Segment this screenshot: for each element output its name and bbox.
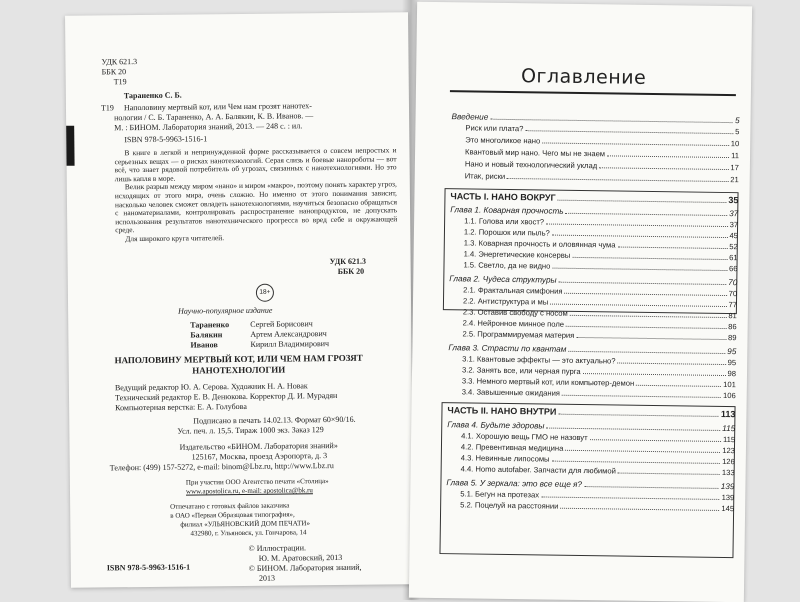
toc-chapter: Глава 2. Чудеса структуры 70 <box>449 274 738 288</box>
book-title-line-1: НАПОЛОВИНУ МЕРТВЫЙ КОТ, ИЛИ ЧЕМ НАМ ГРОЗЯТ <box>114 352 363 366</box>
toc-entry: 5.1. Бегун на протезах 139 <box>460 489 735 503</box>
left-page-imprint <box>65 12 414 588</box>
print-info-2: Усл. печ. л. 15,5. Тираж 1000 экз. Заказ 129 <box>177 425 324 436</box>
biblio-line-3: М. : БИНОМ. Лаборатория знаний, 2013. — 248 с. : ил. <box>114 121 303 133</box>
biblio-line-2: нологии / С. Б. Тараненко, А. А. Балякин, К. В. Иванов. — <box>114 111 314 123</box>
author-2-surname: Балякин <box>190 330 223 340</box>
agency-line-2: www.apostolica.ru, e-mail: apostolica@bk.ru <box>185 486 313 496</box>
udk-code-2: УДК 621.3 <box>329 256 367 267</box>
toc-entry: 2.3. Оставив свободу с носом 81 <box>462 307 737 321</box>
bbk-code: ББК 20 <box>101 67 127 77</box>
toc-entry: 4.1. Хорошую вещь ГМО не назовут 115 <box>461 431 736 445</box>
editor-line-2: Технический редактор Е. В. Денюкова. Корректор Д. И. Мурадян <box>114 390 338 403</box>
toc-entry: 3.3. Немного мертвый кот, или компьютер-демон 101 <box>461 376 736 390</box>
author-1-name: Сергей Борисович <box>250 319 313 329</box>
toc-entry: 2.5. Программируемая материя 89 <box>462 329 737 343</box>
toc-entry: Введение 5 <box>451 112 740 126</box>
isbn-top: ISBN 978-5-9963-1516-1 <box>124 134 208 145</box>
publisher-address: 125167, Москва, проезд Аэропорта, д. 3 <box>191 451 328 462</box>
agency-line-1: При участии ООО Агентство печати «Столица» <box>185 477 329 487</box>
author-2-name: Артем Александрович <box>250 329 327 339</box>
copyright-4: 2013 <box>258 573 275 583</box>
edition-type: Научно-популярное издание <box>178 305 273 316</box>
author-1-surname: Тараненко <box>190 320 230 330</box>
toc-entry: 2.2. Антиструктура и мы 77 <box>462 296 738 310</box>
editor-line-3: Компьютерная верстка: Е. А. Голубова <box>115 401 247 413</box>
printer-line-4: 432980, г. Ульяновск, ул. Гончарова, 14 <box>190 528 307 538</box>
right-page-contents <box>409 2 752 602</box>
toc-title: Оглавление <box>520 65 647 89</box>
print-info-1: Подписано в печать 14.02.13. Формат 60×90/16. <box>193 414 356 426</box>
toc-entry: 3.4. Завышенные ожидания 106 <box>461 387 736 401</box>
printer-line-2: в ОАО «Первая Образцовая типография», <box>170 510 295 520</box>
printer-line-3: филиал «УЛЬЯНОВСКИЙ ДОМ ПЕЧАТИ» <box>180 519 310 529</box>
book-title-line-2: НАНОТЕХНОЛОГИИ <box>192 364 286 376</box>
toc-chapter: Глава 4. Будьте здоровы 115 <box>447 420 736 434</box>
publisher-name: Издательство «БИНОМ. Лаборатория знаний» <box>179 440 338 452</box>
toc-entry: 5.2. Поцелуй на расстоянии 145 <box>460 500 735 514</box>
toc-chapter: Глава 1. Коварная прочность 37 <box>450 205 739 219</box>
toc-entry: 2.4. Нейронное минное поле 86 <box>462 318 737 332</box>
printer-line-1: Отпечатано с готовых файлов заказчика <box>170 501 290 511</box>
annotation-para-1: В книге в легкой и непринужденной форме рассказывается о совсем непростых и серьезных вещах — о рисках нанотехнологий. Серая слизь и боевые нанороботы — вот всё, что знает рядовой потребитель об угрозах, связанных с нанотехнологиями. Но это лишь капля в море. <box>114 145 397 184</box>
toc-entry: 2.1. Фрактальная симфония 70 <box>463 285 738 299</box>
toc-entry: Это многоликое нано 10 <box>465 135 740 149</box>
author-3-name: Кирилл Владимирович <box>250 339 330 349</box>
toc-entry: 1.3. Коварная прочность и оловянная чума 52 <box>463 238 738 252</box>
toc-entry: 1.2. Порошок или пыль? 45 <box>463 227 739 241</box>
bbk-code-2: ББК 20 <box>337 266 365 276</box>
toc-entry: 1.4. Энергетические консервы 61 <box>463 249 738 263</box>
toc-entry: 4.3. Невинные липосомы 126 <box>460 453 735 467</box>
publisher-contacts: Телефон: (499) 157-5272, e-mail: binom@Lbz.ru, http://www.Lbz.ru <box>109 461 334 473</box>
copyright-1: © Иллюстрации. <box>248 543 307 553</box>
toc-chapter: Глава 3. Страсти по квантам 95 <box>448 343 737 357</box>
annotation <box>114 146 397 243</box>
udk-code: УДК 621.3 <box>101 57 138 67</box>
toc-entry: 3.1. Квантовые эффекты — это актуально? 95 <box>462 354 737 368</box>
binding-tape <box>66 126 74 166</box>
toc-entry: Нано и новый технологический уклад 17 <box>464 159 739 173</box>
copyright-3: © БИНОМ. Лаборатория знаний, <box>248 562 362 573</box>
toc-entry: Квантовый мир нано. Чего мы не знаем 11 <box>465 147 740 161</box>
toc-entry: Риск или плата? 5 <box>465 123 740 137</box>
toc-entry: 4.4. Homo autofaber. Запчасти для любимой 133 <box>460 464 735 478</box>
toc-entry: 1.5. Светло, да не видно 66 <box>463 260 738 274</box>
author-sign-2: Т19 <box>100 103 114 113</box>
toc-chapter: Глава 5. У зеркала: это все еще я? 139 <box>446 478 735 492</box>
editor-line-1: Ведущий редактор Ю. А. Серова. Художник Н. А. Новак <box>114 381 308 393</box>
toc-entry: 4.2. Превентивная медицина 123 <box>460 442 736 456</box>
copyright-2: Ю. М. Аратовский, 2013 <box>258 552 343 563</box>
toc-title-rule <box>450 90 736 96</box>
age-rating-badge: 18+ <box>256 284 274 302</box>
annotation-para-2: Велик разрыв между миром «нано» и миром «макро», поэтому понять характер угроз, исходящих от этого мира, очень сложно. Но именно от этого понимания зависит, насколько человек сможет овладеть нанотехнологиями, научиться безопасно обращаться с наноматериалами, контролировать распространение нанопродуктов, не допускать использования результатов нанотехнического прогресса во вред себе и окружающей среде. <box>114 179 398 235</box>
annotation-para-3: Для широкого круга читателей. <box>125 233 225 244</box>
author-3-surname: Иванов <box>190 340 218 350</box>
toc-entry: 1.1. Голова или хвост? 37 <box>464 216 739 230</box>
toc-entry: 3.2. Занять все, или черная пурга 98 <box>461 365 737 379</box>
toc-part-heading: ЧАСТЬ II. НАНО ВНУТРИ 113 <box>447 405 736 420</box>
toc-part-heading: ЧАСТЬ I. НАНО ВОКРУГ 35 <box>450 191 739 206</box>
author-sign: Т19 <box>113 77 127 87</box>
isbn-bottom: ISBN 978-5-9963-1516-1 <box>106 562 191 573</box>
toc-entry: Итак, риски 21 <box>464 171 739 185</box>
biblio-line-1: Наполовину мертвый кот, или Чем нам грозят нанотех- <box>123 101 312 113</box>
author-heading: Тараненко С. Б. <box>123 90 182 101</box>
